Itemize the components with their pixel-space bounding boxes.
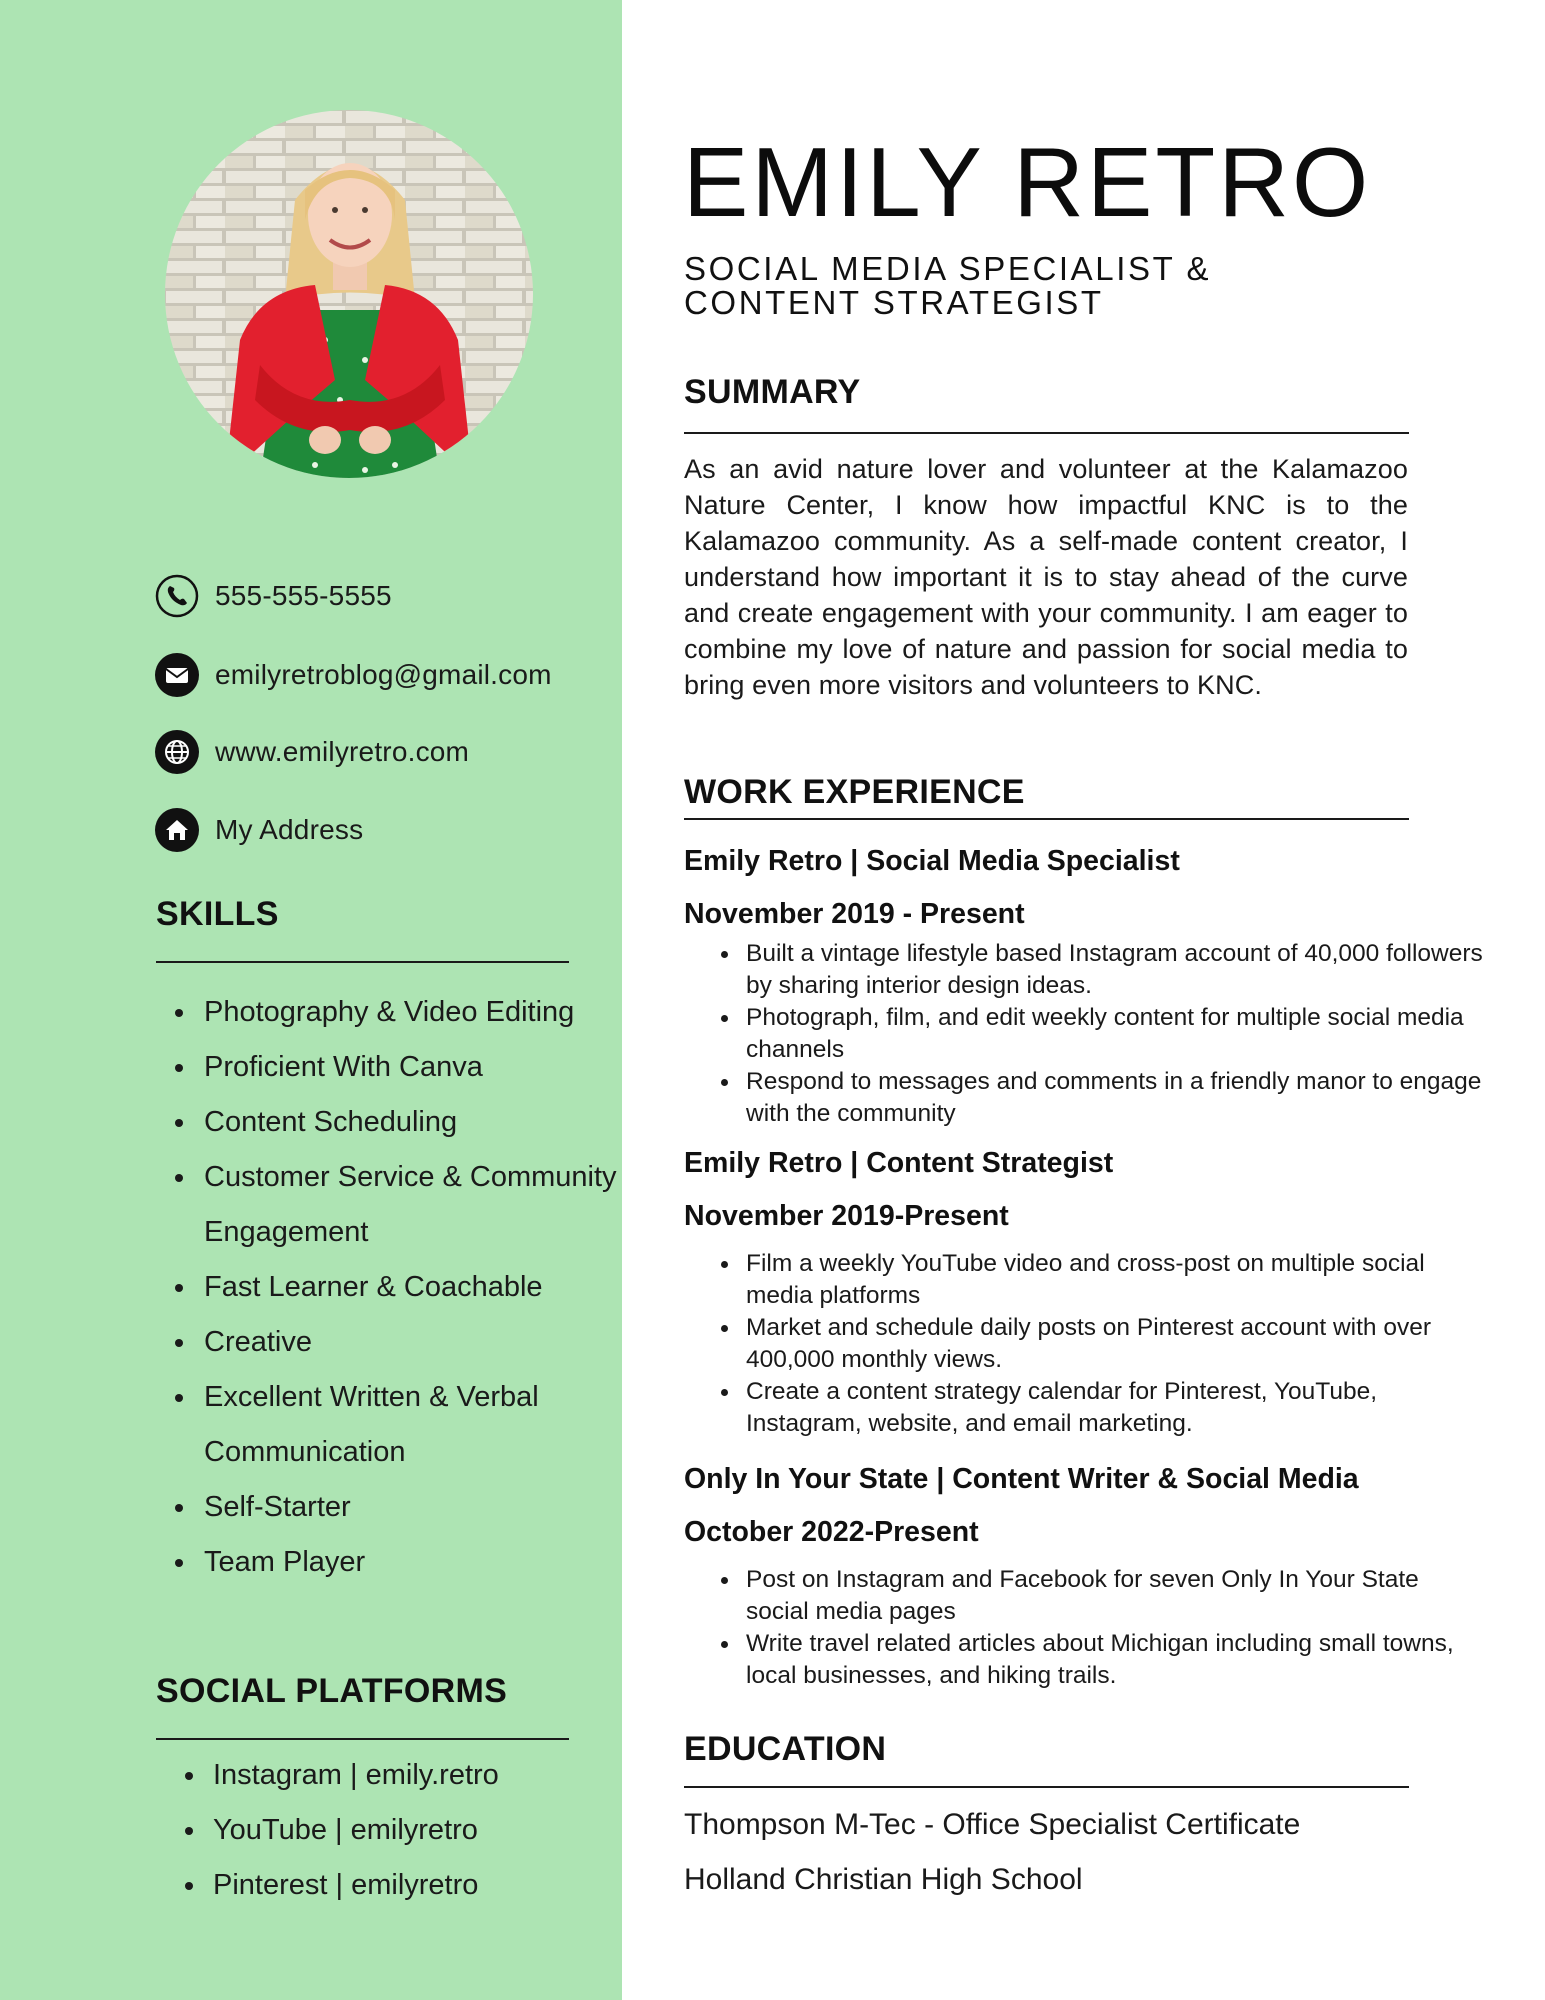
phone-number: 555-555-5555 [215,580,392,611]
social-item[interactable]: Pinterest | emilyretro [213,1858,653,1913]
education-divider [684,1786,1409,1788]
address-text: My Address [215,814,364,845]
contact-email[interactable] [155,652,552,698]
job-1-date: November 2019 - Present [684,898,1025,930]
job-3-bullets [684,1564,1486,1692]
job-3-date: October 2022-Present [684,1516,979,1548]
education-heading: EDUCATION [684,1730,887,1768]
phone-icon [155,574,199,618]
bullet-item: Respond to messages and comments in a friendly manor to engage with the community [746,1066,1486,1130]
bullet-item: Photograph, film, and edit weekly content for multiple social media channels [746,1002,1486,1066]
title-line-1: SOCIAL MEDIA SPECIALIST & [684,250,1212,287]
job-title-header [684,252,1284,320]
summary-text: As an avid nature lover and volunteer at the Kalamazoo Nature Center, I know how impactful KNC is to the Kalamazoo community. As a self-made content creator, I understand how important it is to stay ahead of the curve and create engagement with your community. I am eager to combine my love of nature and passion for social media to bring even more visitors and volunteers to KNC. [684,454,1408,700]
skill-item: Fast Learner & Coachable [204,1260,624,1315]
title-line-2: CONTENT STRATEGIST [684,284,1104,321]
education-item: Thompson M-Tec - Office Specialist Certificate [684,1808,1301,1841]
bullet-item: Create a content strategy calendar for Pinterest, YouTube, Instagram, website, and email marketing. [746,1376,1486,1440]
sidebar [0,0,622,2000]
bullet-item: Write travel related articles about Michigan including small towns, local businesses, and hiking trails. [746,1628,1486,1692]
website-url: www.emilyretro.com [215,736,470,767]
skills-heading: SKILLS [156,895,279,933]
education-item: Holland Christian High School [684,1863,1083,1896]
job-1-title: Emily Retro | Social Media Specialist [684,845,1180,877]
social-item[interactable]: YouTube | emilyretro [213,1803,653,1858]
social-platforms-heading: SOCIAL PLATFORMS [156,1672,508,1710]
email-address: emilyretroblog@gmail.com [215,659,552,690]
skills-list [156,985,624,1590]
social-platforms-divider [156,1738,569,1740]
person-name: EMILY RETRO [683,127,1372,237]
skill-item: Content Scheduling [204,1095,624,1150]
job-2-bullets [684,1248,1486,1440]
profile-photo-illustration [165,110,533,478]
social-platforms-list [156,1748,653,1913]
job-2-title: Emily Retro | Content Strategist [684,1147,1114,1179]
skills-divider [156,961,569,963]
skill-item: Customer Service & Community Engagement [204,1150,624,1260]
bullet-item: Market and schedule daily posts on Pinterest account with over 400,000 monthly views. [746,1312,1486,1376]
summary-heading: SUMMARY [684,373,861,411]
skill-item: Self-Starter [204,1480,624,1535]
skill-item: Creative [204,1315,624,1370]
work-experience-heading: WORK EXPERIENCE [684,773,1025,811]
social-item[interactable]: Instagram | emily.retro [213,1748,653,1803]
contact-website[interactable] [155,729,469,775]
job-2-date: November 2019-Present [684,1200,1009,1232]
contact-address[interactable] [155,807,363,853]
contact-phone[interactable] [155,573,392,619]
job-1-bullets [684,938,1486,1130]
bullet-item: Post on Instagram and Facebook for seven Only In Your State social media pages [746,1564,1486,1628]
skill-item: Proficient With Canva [204,1040,624,1095]
bullet-item: Film a weekly YouTube video and cross-post on multiple social media platforms [746,1248,1486,1312]
globe-icon [155,730,199,774]
home-icon [155,808,199,852]
work-experience-divider [684,818,1409,820]
job-3-title: Only In Your State | Content Writer & Social Media [684,1463,1359,1495]
bullet-item: Built a vintage lifestyle based Instagram account of 40,000 followers by sharing interior design ideas. [746,938,1486,1002]
profile-photo [165,110,533,478]
envelope-icon [155,653,199,697]
skill-item: Excellent Written & Verbal Communication [204,1370,624,1480]
skill-item: Photography & Video Editing [204,985,624,1040]
summary-divider [684,432,1409,434]
skill-item: Team Player [204,1535,624,1590]
